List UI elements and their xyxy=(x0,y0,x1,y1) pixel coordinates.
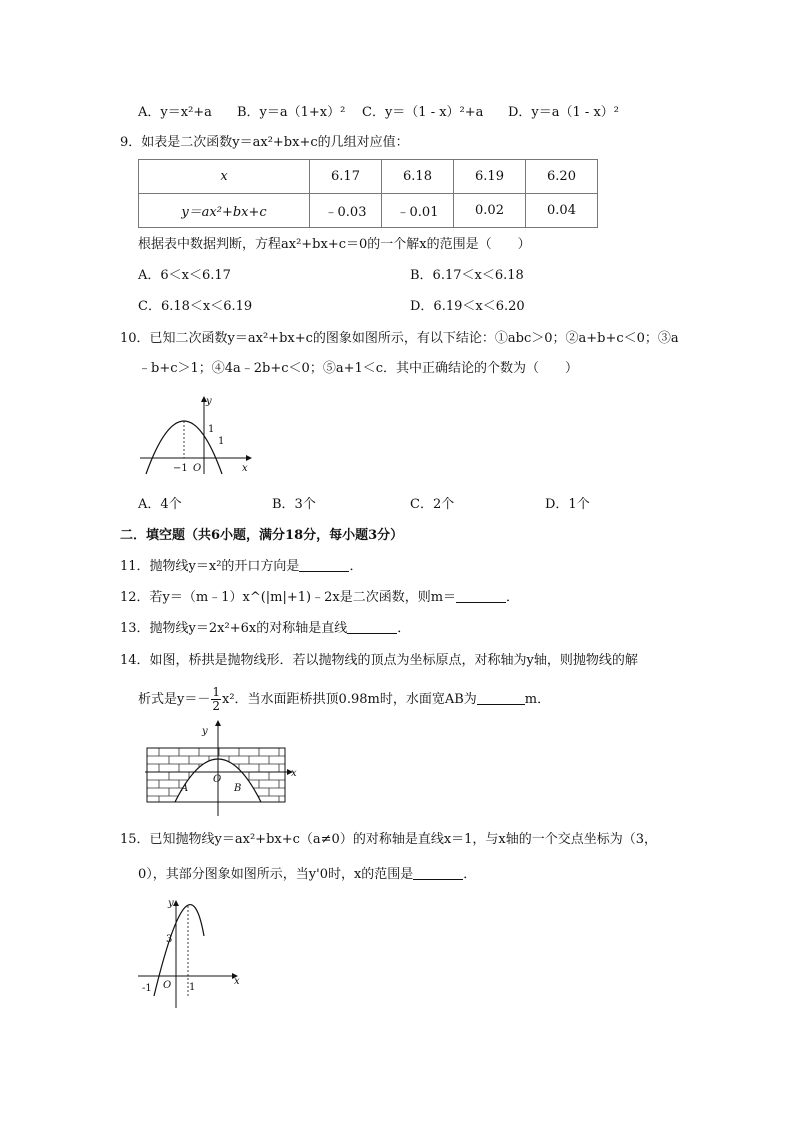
q10-option-b: B．3个 xyxy=(272,497,316,512)
q14-end: m． xyxy=(524,692,551,707)
q9-option-d: D．6.19＜x＜6.20 xyxy=(410,299,525,314)
table-cell: 6.20 xyxy=(526,160,598,194)
q10-option-a: A．4个 xyxy=(138,497,182,512)
parabola-curve xyxy=(154,905,204,996)
point-a-label: A xyxy=(181,783,189,794)
origin-label: O xyxy=(213,774,222,785)
x-one-label: 1 xyxy=(218,436,225,447)
table-cell: ﹣0.03 xyxy=(310,194,382,228)
table-cell: 0.04 xyxy=(526,194,598,228)
q8-option-d: D．y＝a（1 - x）² xyxy=(508,105,619,120)
q13-text: 13．抛物线y＝2x²+6x的对称轴是直线 xyxy=(120,621,348,636)
x-label: x xyxy=(234,976,240,987)
q9-option-b: B．6.17＜x＜6.18 xyxy=(410,268,524,283)
fraction-numerator: 1 xyxy=(212,685,220,699)
q10-parabola-graph xyxy=(138,394,253,476)
table-cell: 0.02 xyxy=(454,194,526,228)
q10-option-d: D．1个 xyxy=(545,497,590,512)
q10-stem-line2: ﹣b+c＞1；④4a﹣2b+c＜0；⑤a+1＜c．其中正确结论的个数为（ ） xyxy=(138,361,579,376)
q14-bridge-graph xyxy=(145,720,305,816)
neg-one-label: −1 xyxy=(173,463,188,474)
section-title: 二．填空题（共6小题，满分18分，每小题3分） xyxy=(120,528,404,543)
q14-pre: 析式是y＝－ xyxy=(138,692,211,707)
q14-stem-line1: 14．如图，桥拱是抛物线形．若以抛物线的顶点为坐标原点，对称轴为y轴，则抛物线的解 xyxy=(120,653,638,668)
q9-value-table xyxy=(138,159,598,228)
q15-stem-line2 xyxy=(138,866,476,884)
y-axis-arrow-icon xyxy=(215,720,221,726)
q15-parabola-graph xyxy=(134,896,246,1010)
q13-end: ． xyxy=(397,621,411,636)
point-b-label: B xyxy=(234,783,242,794)
q9-question: 根据表中数据判断，方程ax²+bx+c＝0的一个解x的范围是（ ） xyxy=(138,237,531,252)
q12-end: ． xyxy=(506,590,520,605)
q8-option-a: A．y＝x²+a xyxy=(138,105,212,120)
q15-stem-line1: 15．已知抛物线y＝ax²+bx+c（a≠0）的对称轴是直线x＝1，与x轴的一个交点坐标为（3， xyxy=(120,832,658,847)
q15-text: 0），其部分图象如图所示，当y'0时，x的范围是 xyxy=(138,867,414,882)
q14-answer-blank[interactable] xyxy=(477,692,525,705)
q9-stem: 9．如表是二次函数y＝ax²+bx+c的几组对应值： xyxy=(120,135,409,150)
y-label: y xyxy=(168,898,174,909)
q8-option-c: C．y＝（1 - x）²+a xyxy=(362,105,484,120)
q14-post: x²．当水面距桥拱顶0.98m时，水面宽AB为 xyxy=(222,692,477,707)
table-cell: 6.18 xyxy=(382,160,454,194)
fraction xyxy=(211,686,221,713)
table-row xyxy=(139,160,598,194)
q12-text: 12．若y＝（m﹣1）x^(|m|+1)﹣2x是二次函数，则m＝ xyxy=(120,590,457,605)
q13 xyxy=(120,620,410,638)
table-row xyxy=(139,194,598,228)
q15-end: ． xyxy=(463,867,477,882)
x-label: x xyxy=(242,463,248,474)
three-label: 3 xyxy=(166,934,173,945)
q11 xyxy=(120,558,362,576)
table-cell: 6.19 xyxy=(454,160,526,194)
table-cell: 6.17 xyxy=(310,160,382,194)
table-cell: ﹣0.01 xyxy=(382,194,454,228)
y-label: y xyxy=(202,726,208,737)
fraction-denominator: 2 xyxy=(212,699,220,713)
y-label: y xyxy=(206,396,212,407)
table-cell: y＝ax²+bx+c xyxy=(139,194,310,228)
q9-option-a: A．6＜x＜6.17 xyxy=(138,268,231,283)
q11-text: 11．抛物线y＝x²的开口方向是 xyxy=(120,559,300,574)
table-cell: x xyxy=(139,160,310,194)
neg-one-label: -1 xyxy=(142,983,152,994)
origin-label: O xyxy=(193,463,202,474)
q11-end: ． xyxy=(349,559,363,574)
one-label: 1 xyxy=(189,982,196,993)
q11-answer-blank[interactable] xyxy=(299,559,349,572)
q13-answer-blank[interactable] xyxy=(347,621,397,634)
q15-answer-blank[interactable] xyxy=(413,867,463,880)
q10-stem-line1: 10．已知二次函数y＝ax²+bx+c的图象如图所示，有以下结论：①abc＞0；②a+b+c＜0；③a xyxy=(120,331,679,346)
q10-option-c: C．2个 xyxy=(410,497,455,512)
q12 xyxy=(120,589,519,607)
q8-option-b: B．y＝a（1+x）² xyxy=(237,105,346,120)
x-label: x xyxy=(291,768,297,779)
y-axis-arrow-icon xyxy=(173,900,179,906)
x-axis-arrow-icon xyxy=(246,455,252,461)
q9-option-c: C．6.18＜x＜6.19 xyxy=(138,299,253,314)
y-one-label: 1 xyxy=(208,424,215,435)
q12-answer-blank[interactable] xyxy=(456,590,506,603)
q14-stem-line2 xyxy=(138,686,550,713)
origin-label: O xyxy=(163,980,172,991)
